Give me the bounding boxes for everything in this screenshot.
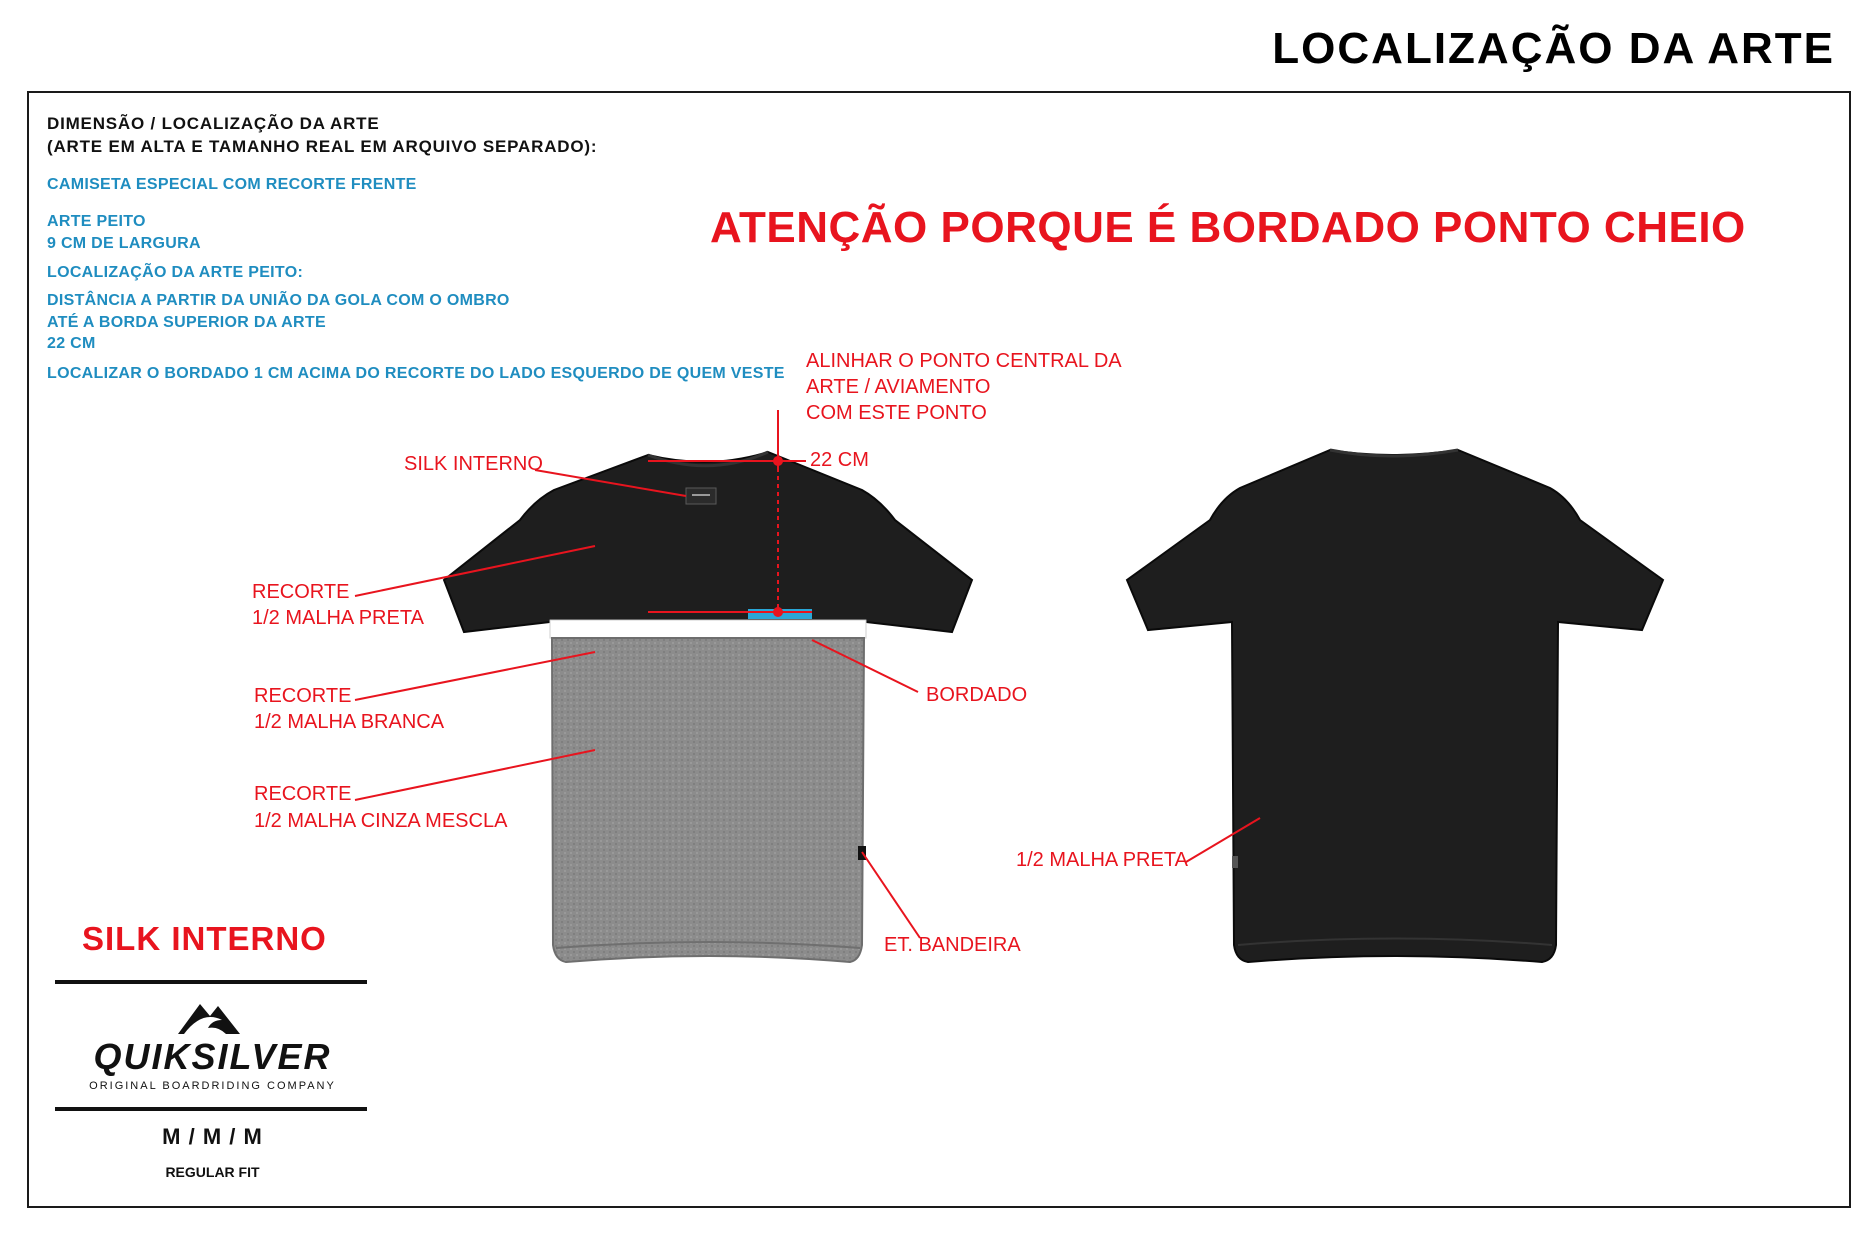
back-black-panel [1127,450,1663,962]
silk-interno-label: SILK INTERNO [404,453,543,475]
etiqueta-label: ET. BANDEIRA [884,934,1021,956]
spec-art-label: ARTE PEITO [47,213,146,230]
front-grey-panel [552,638,864,962]
recorte-cinza-label: RECORTE [254,783,352,805]
recorte-branca-label: RECORTE [254,685,352,707]
silk-rule-top [55,980,367,984]
brand-tagline: ORIGINAL BOARDRIDING COMPANY [89,1080,336,1092]
brand-wordmark: QUIKSILVER [93,1036,332,1077]
spec-product: CAMISETA ESPECIAL COM RECORTE FRENTE [47,176,417,193]
spec-distance-value: 22 CM [47,335,96,352]
back-malha-label: 1/2 MALHA PRETA [1016,849,1188,871]
align-note-line3: COM ESTE PONTO [806,402,987,424]
silk-panel-title: SILK INTERNO [82,920,327,957]
back-flag-label-icon [1232,856,1238,868]
spec-distance-line1: DISTÂNCIA A PARTIR DA UNIÃO DA GOLA COM O OMBRO [47,292,510,309]
quiksilver-logo-icon [178,1004,240,1034]
page-title: LOCALIZAÇÃO DA ARTE [1272,24,1835,73]
bordado-label: BORDADO [926,684,1028,706]
spec-location-label: LOCALIZAÇÃO DA ARTE PEITO: [47,264,304,281]
attention-warning: ATENÇÃO PORQUE É BORDADO PONTO CHEIO [710,203,1746,252]
back-shirt [1127,450,1663,962]
header-dimension: DIMENSÃO / LOCALIZAÇÃO DA ARTE [47,114,380,133]
header-note: (ARTE EM ALTA E TAMANHO REAL EM ARQUIVO SEPARADO): [47,137,598,156]
silk-rule-bottom [55,1107,367,1111]
align-point-bottom [773,607,783,617]
spec-placement-note: LOCALIZAR O BORDADO 1 CM ACIMA DO RECORTE DO LADO ESQUERDO DE QUEM VESTE [47,365,785,382]
fit-label: REGULAR FIT [165,1164,260,1180]
spec-art-width: 9 CM DE LARGURA [47,235,201,252]
align-note-line1: ALINHAR O PONTO CENTRAL DA [806,350,1122,372]
align-point-top [773,456,783,466]
size-label: M / M / M [162,1124,263,1149]
front-shirt [444,452,972,962]
spec-distance-line2: ATÉ A BORDA SUPERIOR DA ARTE [47,314,326,331]
front-black-panel [444,452,972,632]
recorte-preta-desc: 1/2 MALHA PRETA [252,607,424,629]
measure-label: 22 CM [810,449,869,471]
recorte-branca-desc: 1/2 MALHA BRANCA [254,711,445,733]
align-note-line2: ARTE / AVIAMENTO [806,376,991,398]
front-white-band [550,620,866,638]
recorte-preta-label: RECORTE [252,581,350,603]
recorte-cinza-desc: 1/2 MALHA CINZA MESCLA [254,810,508,832]
